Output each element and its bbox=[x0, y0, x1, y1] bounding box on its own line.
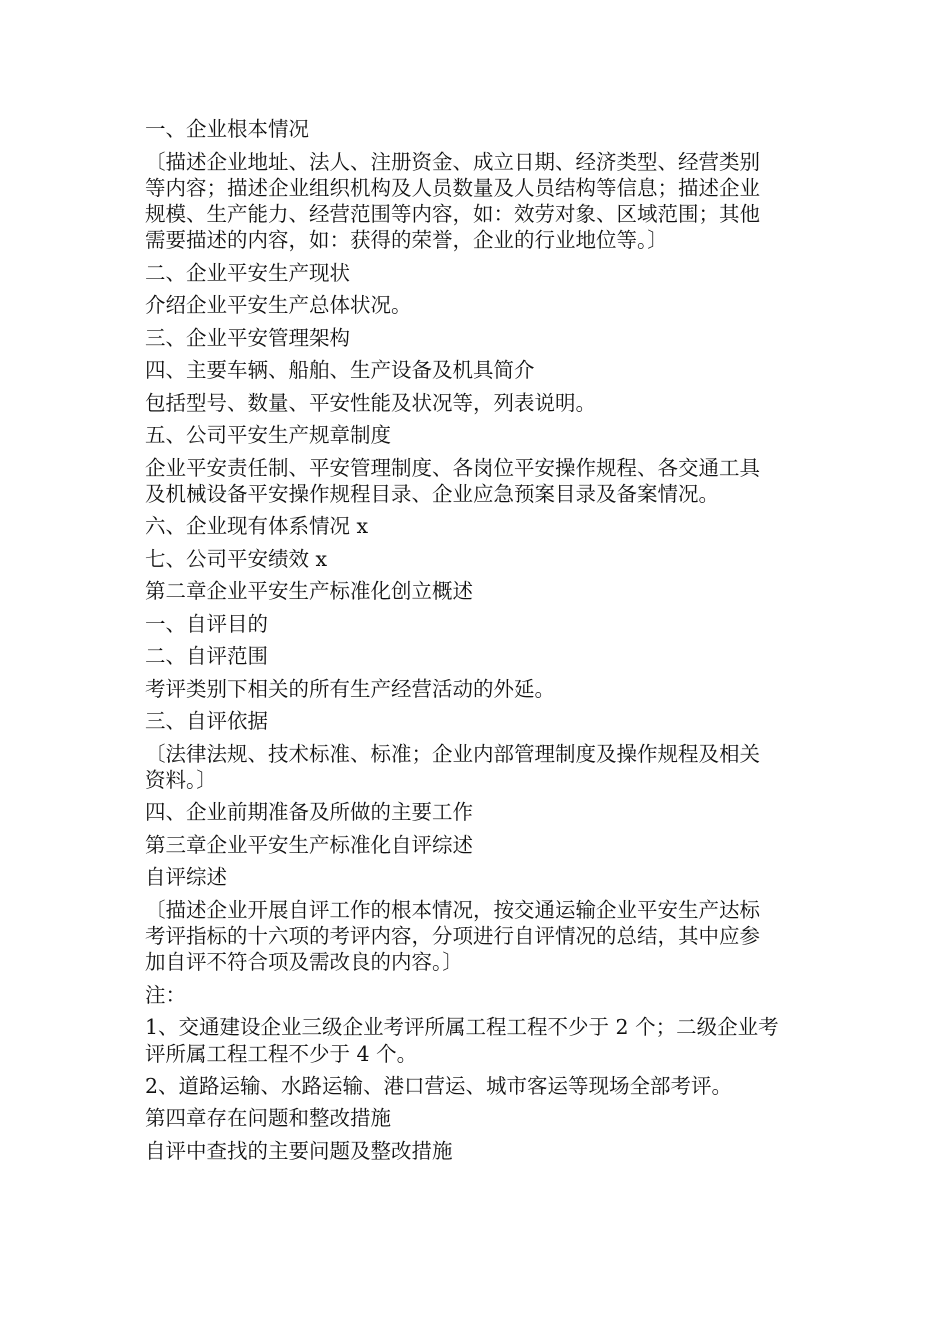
note-label: 注： bbox=[145, 982, 186, 1007]
description-paragraph bbox=[145, 738, 805, 797]
paragraph-line: 企业平安责任制、平安管理制度、各岗位平安操作规程、各交通工具 bbox=[145, 455, 760, 480]
document-page bbox=[145, 113, 805, 1167]
section-heading: 七、公司平安绩效 x bbox=[145, 546, 328, 571]
section-heading: 五、公司平安生产规章制度 bbox=[145, 423, 391, 448]
paragraph-line: 1、交通建设企业三级企业考评所属工程工程不少于 2 个；二级企业考 bbox=[145, 1015, 779, 1040]
paragraph-line: 及机械设备平安操作规程目录、企业应急预案目录及备案情况。 bbox=[145, 481, 719, 506]
body-text: 介绍企业平安生产总体状况。 bbox=[145, 293, 412, 318]
description-paragraph bbox=[145, 894, 805, 979]
section-heading: 一、企业根本情况 bbox=[145, 117, 309, 141]
chapter-heading: 第二章企业平安生产标准化创立概述 bbox=[145, 579, 473, 604]
section-heading: 四、主要车辆、船舶、生产设备及机具简介 bbox=[145, 358, 535, 383]
paragraph-line: 评所属工程工程不少于 4 个。 bbox=[145, 1041, 418, 1066]
body-text: 考评类别下相关的所有生产经营活动的外延。 bbox=[145, 676, 555, 701]
section-heading: 六、企业现有体系情况 x bbox=[145, 514, 369, 539]
chapter-heading: 第三章企业平安生产标准化自评综述 bbox=[145, 832, 473, 857]
note-item: 2、道路运输、水路运输、港口营运、城市客运等现场全部考评。 bbox=[145, 1073, 733, 1098]
note-item bbox=[145, 1011, 805, 1070]
section-heading: 二、自评范围 bbox=[145, 644, 268, 669]
section-heading: 三、自评依据 bbox=[145, 709, 268, 734]
body-text: 包括型号、数量、平安性能及状况等，列表说明。 bbox=[145, 390, 596, 415]
paragraph-line: 加自评不符合项及需改良的内容。〕 bbox=[145, 950, 463, 975]
paragraph-line: 规模、生产能力、经营范围等内容，如：效劳对象、区域范围；其他 bbox=[145, 202, 760, 227]
paragraph-line: 需要描述的内容，如：获得的荣誉，企业的行业地位等。〕 bbox=[145, 228, 668, 253]
paragraph-line: 〔描述企业地址、法人、注册资金、成立日期、经济类型、经营类别 bbox=[145, 149, 760, 174]
paragraph-line: 等内容；描述企业组织机构及人员数量及人员结构等信息；描述企业 bbox=[145, 175, 760, 200]
description-paragraph bbox=[145, 146, 805, 257]
chapter-heading: 第四章存在问题和整改措施 bbox=[145, 1106, 391, 1131]
section-heading: 一、自评目的 bbox=[145, 611, 268, 636]
section-heading: 四、企业前期准备及所做的主要工作 bbox=[145, 800, 473, 825]
description-paragraph bbox=[145, 452, 805, 511]
paragraph-line: 〔描述企业开展自评工作的根本情况，按交通运输企业平安生产达标 bbox=[145, 897, 760, 922]
body-text: 自评中查找的主要问题及整改措施 bbox=[145, 1138, 453, 1163]
section-heading: 二、企业平安生产现状 bbox=[145, 260, 350, 285]
paragraph-line: 资料。〕 bbox=[145, 768, 217, 793]
section-heading: 三、企业平安管理架构 bbox=[145, 325, 350, 350]
paragraph-line: 考评指标的十六项的考评内容，分项进行自评情况的总结，其中应参 bbox=[145, 924, 760, 949]
section-heading: 自评综述 bbox=[145, 865, 227, 890]
paragraph-line: 〔法律法规、技术标准、标准；企业内部管理制度及操作规程及相关 bbox=[145, 741, 760, 766]
